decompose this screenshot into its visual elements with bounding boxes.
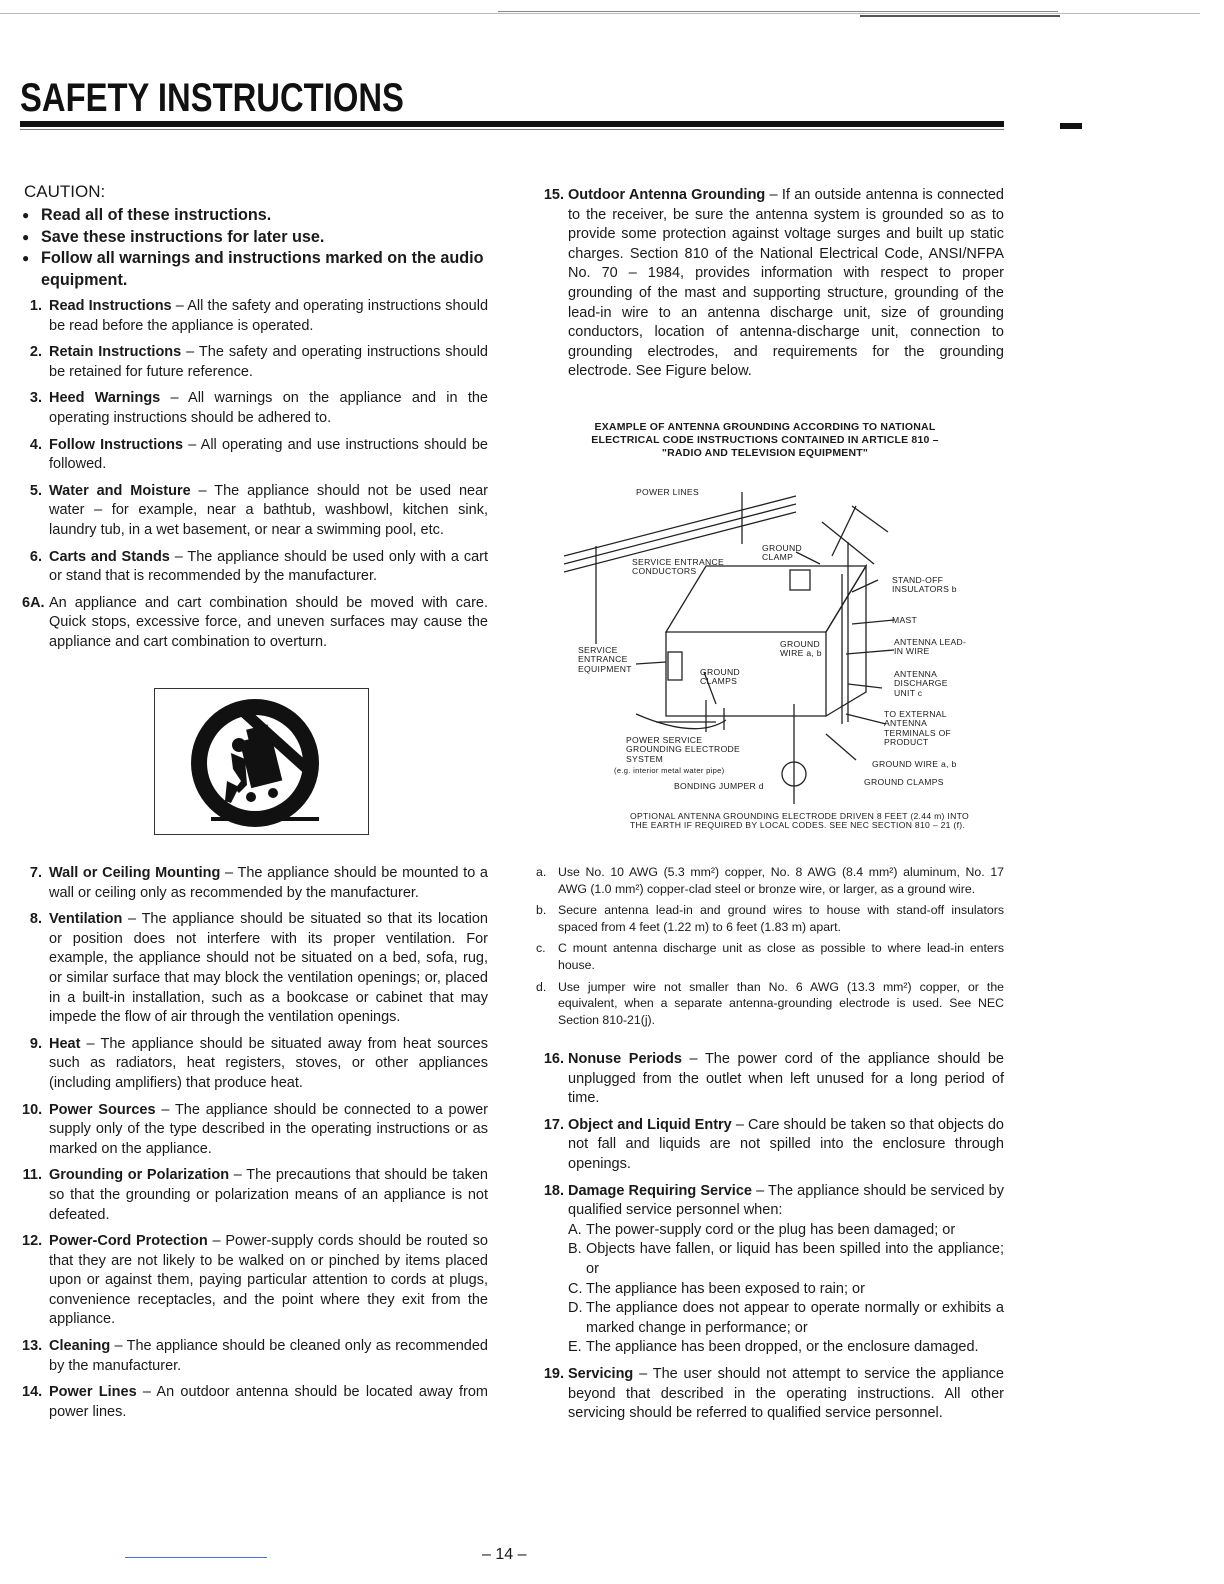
- page-title: SAFETY INSTRUCTIONS: [20, 76, 404, 120]
- label-bonding-jumper: BONDING JUMPER d: [674, 781, 764, 791]
- cart-warning-pictogram: [154, 688, 369, 835]
- label-ground-clamp: GROUND CLAMP: [762, 543, 802, 563]
- note-text: Secure antenna lead-in and ground wires to house with stand-off insulators spaced from 4 feet (1.22 m) to 6 feet (1.83 m) apart.: [558, 903, 1004, 934]
- label-power-lines: POWER LINES: [636, 487, 699, 497]
- instruction-title: Follow Instructions: [49, 436, 184, 453]
- instruction-title: Read Instructions: [49, 298, 172, 314]
- condition-letter: B.: [568, 1241, 582, 1258]
- figure-caption: EXAMPLE OF ANTENNA GROUNDING ACCORDING TO NATIONAL ELECTRICAL CODE INSTRUCTIONS CONTAINED IN ARTICLE 810 – "RADIO AND TELEVISION EQUIPMENT": [591, 421, 939, 459]
- instruction-text: – The safety and operating instructions should be retained for future reference.: [49, 344, 488, 380]
- instruction-number: 7.: [29, 865, 42, 881]
- condition-letter: D.: [568, 1300, 583, 1317]
- caution-bullets: [22, 205, 488, 291]
- instruction-item: [22, 482, 488, 541]
- instruction-title: Ventilation: [49, 911, 123, 928]
- figure-notes: [536, 864, 1004, 1033]
- label-discharge-unit: ANTENNA DISCHARGE UNIT c: [894, 669, 948, 698]
- antenna-grounding-figure: [556, 484, 996, 824]
- condition-letter: A.: [568, 1221, 582, 1238]
- instruction-item: [536, 1182, 1004, 1358]
- instruction-item: [22, 389, 488, 428]
- instruction-title: Power Sources: [49, 1101, 156, 1118]
- instruction-number: 9.: [29, 1035, 42, 1052]
- instruction-item: [22, 594, 488, 653]
- instruction-item: [22, 343, 488, 382]
- instruction-item: [22, 548, 488, 587]
- damage-conditions-list: [568, 1221, 1004, 1358]
- instruction-item: [22, 1035, 488, 1094]
- label-ground-clamps: GROUND CLAMPS: [700, 667, 740, 687]
- instruction-item: [22, 910, 488, 1028]
- instruction-item: [536, 186, 1004, 382]
- instruction-item: [22, 1337, 488, 1376]
- label-mast: MAST: [892, 615, 918, 625]
- instruction-number: 17.: [543, 1116, 564, 1133]
- instruction-number: 13.: [22, 1338, 43, 1355]
- condition-letter: C.: [568, 1280, 583, 1297]
- instruction-number: 5.: [29, 482, 42, 499]
- title-rule-thin: [20, 129, 1004, 130]
- instruction-item: [536, 1050, 1004, 1109]
- instruction-text: – An outdoor antenna should be located away from power lines.: [49, 1384, 488, 1420]
- instruction-text: – The appliance should be mounted to a wall or ceiling only as recommended by the manufacturer.: [49, 865, 488, 901]
- right-column-lower: [536, 1050, 1004, 1431]
- instruction-text: – All warnings on the appliance and in the operating instructions should be adhered to.: [49, 390, 488, 426]
- instruction-title: Heed Warnings: [49, 390, 161, 407]
- instruction-item: [22, 436, 488, 475]
- instruction-number: 8.: [29, 911, 42, 928]
- instruction-title: Power-Cord Protection: [49, 1233, 208, 1250]
- condition-text: The appliance has been exposed to rain; or: [586, 1280, 865, 1297]
- note-text: Use No. 10 AWG (5.3 mm²) copper, No. 8 AWG (8.4 mm²) aluminum, No. 17 AWG (1.0 mm²) copper-clad steel or bronze wire, or larger, as a ground wire.: [558, 865, 1004, 896]
- caution-bullet: ● Read all of these instructions.: [22, 205, 488, 227]
- label-service-equipment: SERVICE ENTRANCE EQUIPMENT: [578, 645, 632, 674]
- instruction-number: 6.: [29, 548, 42, 565]
- instruction-title: Damage Requiring Service: [568, 1182, 752, 1199]
- instruction-number: 12.: [22, 1233, 43, 1250]
- instruction-text: – All operating and use instructions should be followed.: [49, 436, 488, 473]
- instruction-number: 2.: [29, 344, 42, 361]
- label-service-conductors: SERVICE ENTRANCE CONDUCTORS: [632, 557, 725, 577]
- note-text: Use jumper wire not smaller than No. 6 AWG (13.3 mm²) copper, or the equivalent, when a separate antenna-grounding electrode is used. See NEC Section 810-21(j).: [558, 979, 1004, 1027]
- instruction-text: – The appliance should be situated so that its location or position does not interfere with its proper ventilation. For example, the appliance should not be situated on a bed, sofa, rug, or similar surface that may block the ventilation openings; or, placed in a built-in installation, such as a bookcase or cabinet that may impede the flow of air through the ventilation openings.: [49, 911, 488, 1026]
- title-mark: [1060, 123, 1082, 129]
- condition-text: The appliance does not appear to operate normally or exhibits a marked change in performance; or: [586, 1300, 1004, 1336]
- label-ground-wire-right: GROUND WIRE a, b: [872, 759, 957, 769]
- instruction-text: – All the safety and operating instructions should be read before the appliance is operated.: [49, 298, 489, 334]
- caution-bullet: ● Follow all warnings and instructions marked on the audio equipment.: [22, 248, 488, 291]
- instruction-item: [22, 1232, 488, 1330]
- figure-note: [536, 864, 1004, 897]
- note-letter: c.: [536, 941, 546, 956]
- figure-note: [536, 940, 1004, 973]
- damage-condition: [568, 1299, 1004, 1338]
- instruction-text: – Power-supply cords should be routed so that they are not likely to be walked on or pinched by items placed upon or against them, paying particular attention to cords at plugs, convenience receptacles, and the point where they exit from the appliance.: [49, 1233, 488, 1328]
- damage-condition: [568, 1338, 1004, 1358]
- title-rule: [20, 121, 1004, 127]
- label-standoff-insulators: STAND-OFF INSULATORS b: [892, 575, 957, 595]
- caution-bullet: ● Save these instructions for later use.: [22, 227, 488, 249]
- instruction-item: [22, 1383, 488, 1422]
- instruction-title: Power Lines: [49, 1384, 137, 1401]
- label-antenna-leadin: ANTENNA LEAD-IN WIRE: [894, 637, 967, 657]
- instruction-text: – Care should be taken so that objects do not fall and liquids are not spilled into the enclosure through openings.: [568, 1116, 1004, 1172]
- instruction-item: [22, 864, 488, 903]
- top-edge-line: [0, 13, 1200, 14]
- instruction-text: – The appliance should be connected to a power supply only of the type described in the operating instructions or as marked on the appliance.: [49, 1101, 489, 1157]
- instruction-text: – The precautions that should be taken so that the grounding or polarization means of an appliance is not defeated.: [49, 1167, 488, 1223]
- instruction-text: – The user should not attempt to service the appliance beyond that described in the operating instructions. All other servicing should be referred to qualified service personnel.: [568, 1365, 1004, 1422]
- left-column-upper: [22, 181, 488, 660]
- condition-text: The appliance has been dropped, or the enclosure damaged.: [586, 1339, 979, 1356]
- instruction-title: Servicing: [568, 1365, 634, 1382]
- figure-note: [536, 902, 1004, 935]
- instruction-number: 1.: [29, 298, 42, 314]
- instruction-text: – The appliance should be cleaned only as recommended by the manufacturer.: [49, 1338, 488, 1374]
- damage-condition: [568, 1240, 1004, 1279]
- instruction-number: 4.: [29, 436, 42, 453]
- note-text: C mount antenna discharge unit as close as possible to where lead-in enters house.: [558, 941, 1004, 972]
- page-number: – 14 –: [482, 1546, 527, 1563]
- note-letter: a.: [536, 865, 547, 879]
- label-electrode-system: POWER SERVICE GROUNDING ELECTRODE SYSTEM: [626, 735, 741, 764]
- note-letter: d.: [536, 979, 547, 994]
- instruction-item: [22, 1166, 488, 1225]
- left-column-lower: [22, 864, 488, 1429]
- instruction-number: 6A.: [22, 594, 45, 611]
- instruction-title: Outdoor Antenna Grounding: [568, 187, 766, 203]
- instruction-title: Heat: [49, 1035, 81, 1052]
- condition-letter: E.: [568, 1339, 582, 1356]
- instruction-number: 18.: [543, 1182, 564, 1199]
- figure-bottom-note: OPTIONAL ANTENNA GROUNDING ELECTRODE DRIVEN 8 FEET (2.44 m) INTO THE EARTH IF REQUIRED BY LOCAL CODES. SEE NEC SECTION 810 – 21 (f).: [630, 811, 969, 831]
- instruction-title: Grounding or Polarization: [49, 1167, 230, 1184]
- instruction-item: [22, 1101, 488, 1160]
- footer-link-line: [125, 1557, 267, 1558]
- caution-heading: CAUTION:: [24, 182, 106, 201]
- cart-tipover-icon: [155, 689, 368, 834]
- damage-condition: [568, 1280, 1004, 1300]
- instruction-item: [536, 1365, 1004, 1424]
- instruction-item: [536, 1116, 1004, 1175]
- top-edge-line: [860, 15, 1060, 17]
- instruction-title: Retain Instructions: [49, 344, 182, 361]
- note-letter: b.: [536, 903, 547, 918]
- instruction-number: 19.: [543, 1365, 564, 1382]
- damage-condition: [568, 1221, 1004, 1241]
- label-ground-clamps-right: GROUND CLAMPS: [864, 777, 944, 787]
- instruction-title: Water and Moisture: [49, 482, 191, 499]
- instruction-text: – The appliance should be serviced by qualified service personnel when:: [568, 1182, 1004, 1219]
- instruction-number: 15.: [543, 187, 564, 203]
- instruction-number: 3.: [29, 390, 42, 407]
- instruction-title: Cleaning: [49, 1338, 111, 1355]
- instruction-title: Object and Liquid Entry: [568, 1116, 732, 1133]
- instruction-number: 14.: [22, 1384, 43, 1401]
- instruction-title: Wall or Ceiling Mounting: [49, 865, 221, 881]
- right-column-upper: [536, 186, 1004, 389]
- top-edge-line: [498, 11, 1058, 12]
- instruction-item: [22, 297, 488, 336]
- figure-note: [536, 979, 1004, 1029]
- instruction-text: – The appliance should be used only with a cart or stand that is recommended by the manufacturer.: [49, 548, 489, 585]
- instruction-text: – The appliance should not be used near water – for example, near a bathtub, washbowl, kitchen sink, laundry tub, in a wet basement, or near a swimming pool, etc.: [49, 482, 488, 538]
- instruction-title: Carts and Stands: [49, 548, 170, 565]
- instruction-number: 10.: [22, 1101, 43, 1118]
- instruction-text: – The appliance should be situated away from heat sources such as radiators, heat registers, stoves, or other appliances (including amplifiers) that produce heat.: [49, 1035, 488, 1091]
- instruction-text: – If an outside antenna is connected to the receiver, be sure the antenna system is grounded so as to provide some protection against voltage surges and built up static charges. Section 810 of the National Electrical Code, ANSI/NFPA No. 70 – 1984, provides information with respect to proper grounding of the mast and supporting structure, grounding of the lead-in wire to an antenna discharge unit, size of grounding conductors, location of antenna-discharge unit, connection to grounding electrodes, and requirements for the grounding electrode. See Figure below.: [568, 187, 1004, 380]
- instruction-title: Nonuse Periods: [568, 1051, 682, 1067]
- label-external-terminals: TO EXTERNAL ANTENNA TERMINALS OF PRODUCT: [884, 709, 952, 748]
- instruction-number: 16.: [543, 1051, 564, 1067]
- instruction-text: An appliance and cart combination should be moved with care. Quick stops, excessive force, and uneven surfaces may cause the appliance and cart combination to overturn.: [49, 594, 488, 650]
- condition-text: The power-supply cord or the plug has been damaged; or: [586, 1221, 956, 1238]
- label-electrode-example: (e.g. interior metal water pipe): [614, 766, 725, 775]
- instruction-text: – The power cord of the appliance should be unplugged from the outlet when left unused for a long period of time.: [568, 1051, 1004, 1107]
- label-ground-wire: GROUND WIRE a, b: [780, 639, 822, 659]
- condition-text: Objects have fallen, or liquid has been spilled into the appliance; or: [586, 1241, 1004, 1277]
- instruction-number: 11.: [22, 1167, 42, 1184]
